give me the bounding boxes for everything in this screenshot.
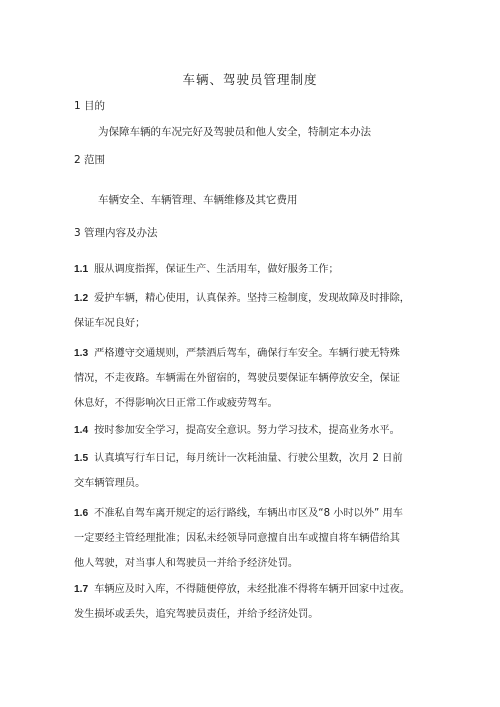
item-text: 严格遵守交通规则，严禁酒后驾车，确保行车安全。车辆行驶无特殊	[94, 348, 400, 359]
item-text: 服从调度指挥，保证生产、生活用车，做好服务工作；	[94, 264, 339, 275]
item-number: 1.5	[74, 453, 89, 464]
list-item	[74, 577, 444, 627]
document-title: 车辆、驾驶员管理制度	[182, 72, 318, 87]
section-heading-content: 3 管理内容及办法	[74, 227, 158, 239]
item-text: 保证车况良好；	[74, 318, 146, 329]
section-heading-scope: 2 范围	[74, 154, 106, 166]
item-number: 1.3	[74, 348, 89, 359]
list-item	[74, 341, 444, 416]
list-item	[74, 501, 444, 576]
item-number: 1.4	[74, 425, 89, 436]
item-text: 按时参加安全学习，提高安全意识。努力学习技术，提高业务水平。	[94, 425, 400, 436]
list-item	[74, 446, 444, 496]
item-text: 认真填写行车日记，每月统计一次耗油量、行驶公里数，次月 2 日前	[94, 453, 403, 464]
item-text: 发生损坏或丢失，追究驾驶员责任，并给予经济处罚。	[74, 609, 319, 620]
item-text: 交车辆管理员。	[74, 478, 146, 489]
section-body-purpose: 为保障车辆的车况完好及驾驶员和他人安全，特制定本办法	[98, 126, 371, 138]
item-number: 1.7	[74, 584, 89, 595]
item-text: 他人驾驶，对当事人和驾驶员一并给予经济处罚。	[74, 558, 299, 569]
list-item	[74, 286, 444, 336]
list-item	[74, 418, 444, 443]
item-text: 不准私自驾车离开规定的运行路线，车辆出市区及“8 小时以外” 用车	[94, 508, 403, 519]
item-text: 一定要经主管经理批准；因私未经领导同意擅自出车或擅自将车辆借给其	[74, 533, 400, 544]
section-heading-purpose: 1 目的	[74, 100, 106, 112]
item-text: 情况，不走夜路。车辆需在外留宿的，驾驶员要保证车辆停放安全，保证	[74, 373, 400, 384]
item-number: 1.2	[74, 293, 89, 304]
list-item	[74, 257, 444, 282]
item-text: 车辆应及时入库，不得随便停放，未经批准不得将车辆开回家中过夜。	[94, 584, 410, 595]
item-text: 休息好，不得影响次日正常工作或疲劳驾车。	[74, 398, 278, 409]
section-body-scope: 车辆安全、车辆管理、车辆维修及其它费用	[98, 194, 298, 206]
item-number: 1.6	[74, 508, 89, 519]
item-number: 1.1	[74, 264, 89, 275]
item-text: 爱护车辆，精心使用，认真保养。坚持三检制度，发现故障及时排除，	[94, 293, 410, 304]
